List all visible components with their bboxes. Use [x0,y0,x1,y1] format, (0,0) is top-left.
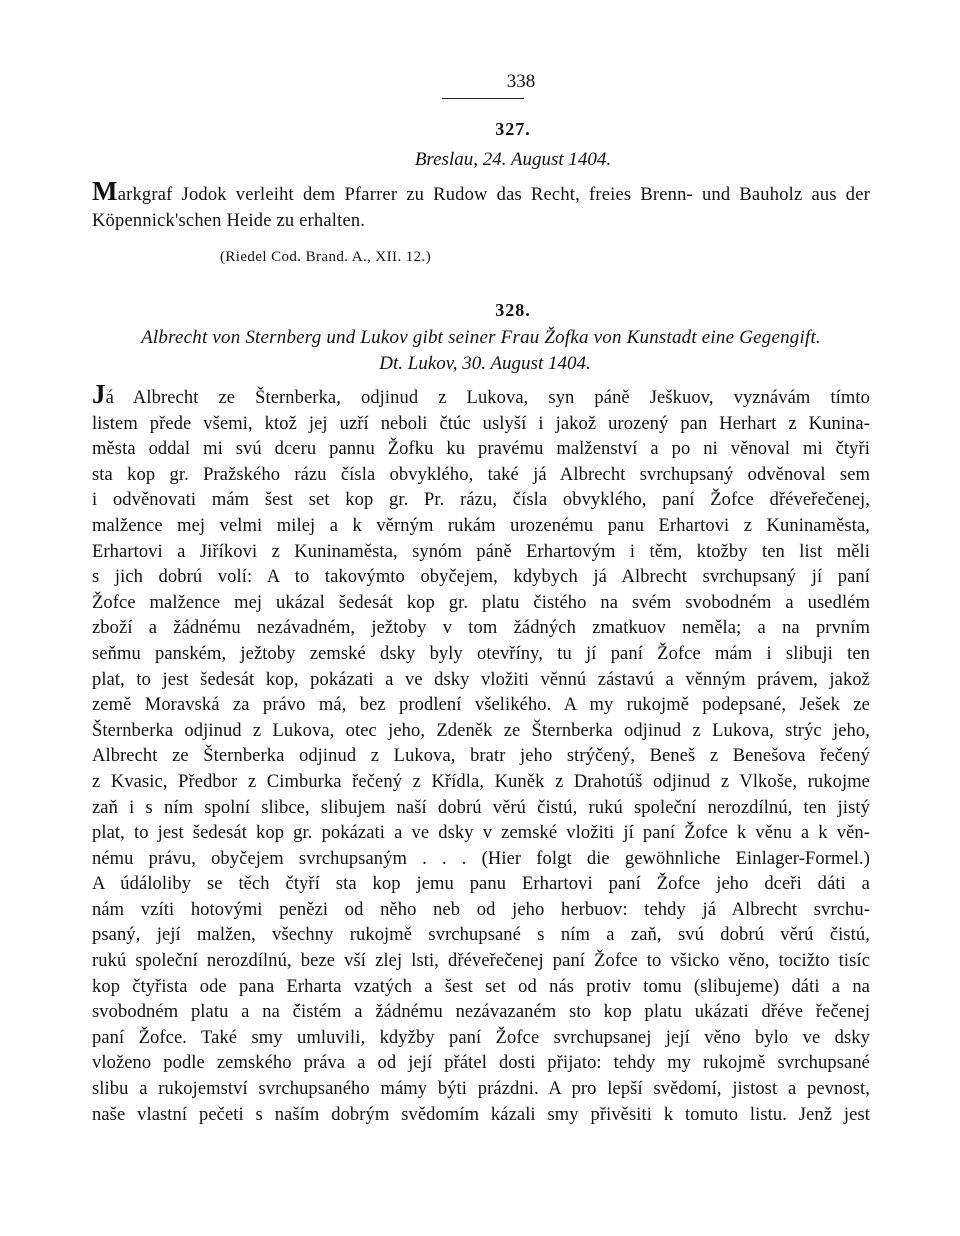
text-line [92,821,870,847]
text-line [92,488,870,514]
document-number: 328. [495,300,531,320]
text-line-content: naše vlastní pečeti s naším dobrým svědomím kázali smy přivěsiti k tomuto listu. Jenž jest [92,1104,870,1125]
text-line-content: s jich dobrú volí: A to takovýmto obyčejem, kdybych já Albrecht svrchupsaný jí paní [92,567,870,588]
text-line [92,949,870,975]
text-line [92,540,870,566]
text-line [92,872,870,898]
abstract-text: arkgraf Jodok verleiht dem Pfarrer zu Rudow das Recht, freies Brenn- und Bauholz aus der Köpennick'schen Heide zu erhalten. [92,185,870,231]
text-line-content: plat, to jest šedesát kop, pokázati a ve dsky vložiti věnnú zástavú a věnným právem, jakož [92,669,870,690]
text-line [92,975,870,1001]
text-line-content: plat, to jest šedesát kop gr. pokázati a ve dsky v zemské vložiti jí paní Žofce k věnu a k věn- [92,823,870,844]
text-line-content: země Moravská za právo má, bez prodlení všelikého. A my rukojmě podepsané, Ješek ze [92,695,870,716]
document-title: Albrecht von Sternberg und Lukov gibt seiner Frau Žofka von Kunstadt eine Gegengift. [141,327,821,348]
text-line-content: nému právu, obyčejem svrchupsaným . . . (Hier folgt die gewöhnliche Einlager-Formel.) [92,848,870,869]
text-line-content: z Kvasic, Předbor z Cimburka řečený z Křídla, Kuněk z Drahotúš odjinud z Vlkoše, rukojme [92,771,870,792]
document-327 [92,117,870,268]
document-page [92,70,870,1128]
text-line-content: Žofce malžence mej ukázal šedesát kop gr. platu čistého na svém svobodném a usedlém [92,592,870,613]
text-line-content: seňmu panském, ježtoby zemské dsky byly otevříny, tu jí paní Žofce mám i slibuji ten [92,643,870,664]
source-citation: (Riedel Cod. Brand. A., XII. 12.) [220,249,432,265]
text-line-content: rukú společní nerozdílnú, beze vší zlej lsti, dřéveřečenej paní Žofce to všicko věno, tocižto tisíc [92,951,870,972]
text-line-content: zaň i s ním spolní slibce, slibujem naší dobrú věrú čistú, rukú společní nerozdílnú, ten jistý [92,797,870,818]
text-line [92,565,870,591]
text-line [92,379,870,412]
text-line-content: města oddal mi svú dceru pannu Žofku ku pravému malženství a po ni věnoval mi čtyři [92,439,870,460]
text-line [92,437,870,463]
document-328 [92,298,870,1128]
text-line [92,642,870,668]
text-line [92,1026,870,1052]
page-number-rule [442,98,524,99]
text-line [92,923,870,949]
text-line [92,770,870,796]
text-line-content: i odvěnovati mám šest set kop gr. Pr. rázu, čísla obvyklého, paní Žofce dřéveřečenej, [92,490,870,511]
text-line-content: slibu a rukojemství svrchupsaného mámy býti prázdni. A pro lepší svědomí, jistost a pevnost, [92,1079,870,1100]
text-line-content: Šternberka odjinud z Lukova, otec jeho, Zdeněk ze Šternberka odjinud z Lukova, strýc jeho, [92,720,870,741]
text-line-content: svobodném platu a na čistém a žádnému nezávazaném sto kop platu ukázati dřéve řečenej [92,1002,870,1023]
text-line-content: listem přede všemi, ktož jej uzří neboli čtúc uslyší i jakož urozený pan Herhart z Kunina- [92,413,870,434]
text-line-content: nám vzíti hotovými penězi od něho neb od jeho herbuov: tehdy já Albrecht svrchu- [92,899,870,920]
place-date: Dt. Lukov, 30. August 1404. [379,353,591,374]
text-line [92,463,870,489]
text-line-content: A údáloliby se těch čtyří sta kop jemu panu Erhartovi paní Žofce jeho dceři dáti a [92,874,870,895]
text-line [92,744,870,770]
text-line [92,1000,870,1026]
text-line [92,847,870,873]
text-line-content: kop čtyřista ode pana Erharta vzatých a šest set od nás protiv tomu (slibujeme) dáti a na [92,976,870,997]
text-line [92,514,870,540]
text-line [92,1103,870,1129]
text-line-content: zboží a žádnému nezávadném, ježtoby v tom žádných zmatkuov neměla; a na prvním [92,618,870,639]
document-body [92,379,870,1128]
text-line [92,412,870,438]
text-line [92,693,870,719]
page-number: 338 [506,71,536,92]
text-line [92,616,870,642]
text-line-content: psaný, její malžen, všechny rukojmě svrchupsané s ním a zaň, svú dobrú věrú čistú, [92,925,870,946]
text-line [92,668,870,694]
text-line-content: á Albrecht ze Šternberka, odjinud z Lukova, syn páně Ješkuov, vyznávám tímto [105,388,870,408]
text-line [92,1051,870,1077]
drop-initial: M [92,176,118,206]
text-line-content: Erhartovi a Jiříkovi z Kuninaměsta, synóm páně Erhartovým i těm, ktožby ten list měli [92,541,870,562]
place-date: Breslau, 24. August 1404. [414,149,612,170]
text-line [92,898,870,924]
text-line-content: malžence mej velmi milej a k věrným rukám urozenému panu Erhartovi z Kuninaměsta, [92,515,870,536]
text-line-content: sta kop gr. Pražského rázu čísla obvyklého, také já Albrecht svrchupsaný odvěnoval sem [92,464,870,485]
document-abstract [92,176,870,234]
drop-initial: J [92,379,106,409]
text-line-content: Albrecht ze Šternberka odjinud z Lukova, bratr jeho strýčený, Beneš z Benešova řečený [92,746,870,767]
text-line-content: vloženo podle zemského práva a od její přátel dosti přijato: tehdy my rukojmě svrchupsané [92,1053,870,1074]
text-line-content: paní Žofce. Také smy umluvili, kdyžby paní Žofce svrchupsanej její věno bylo ve dsky [92,1027,870,1048]
text-line [92,796,870,822]
text-line [92,719,870,745]
text-line [92,591,870,617]
document-number: 327. [495,119,531,139]
text-line [92,1077,870,1103]
